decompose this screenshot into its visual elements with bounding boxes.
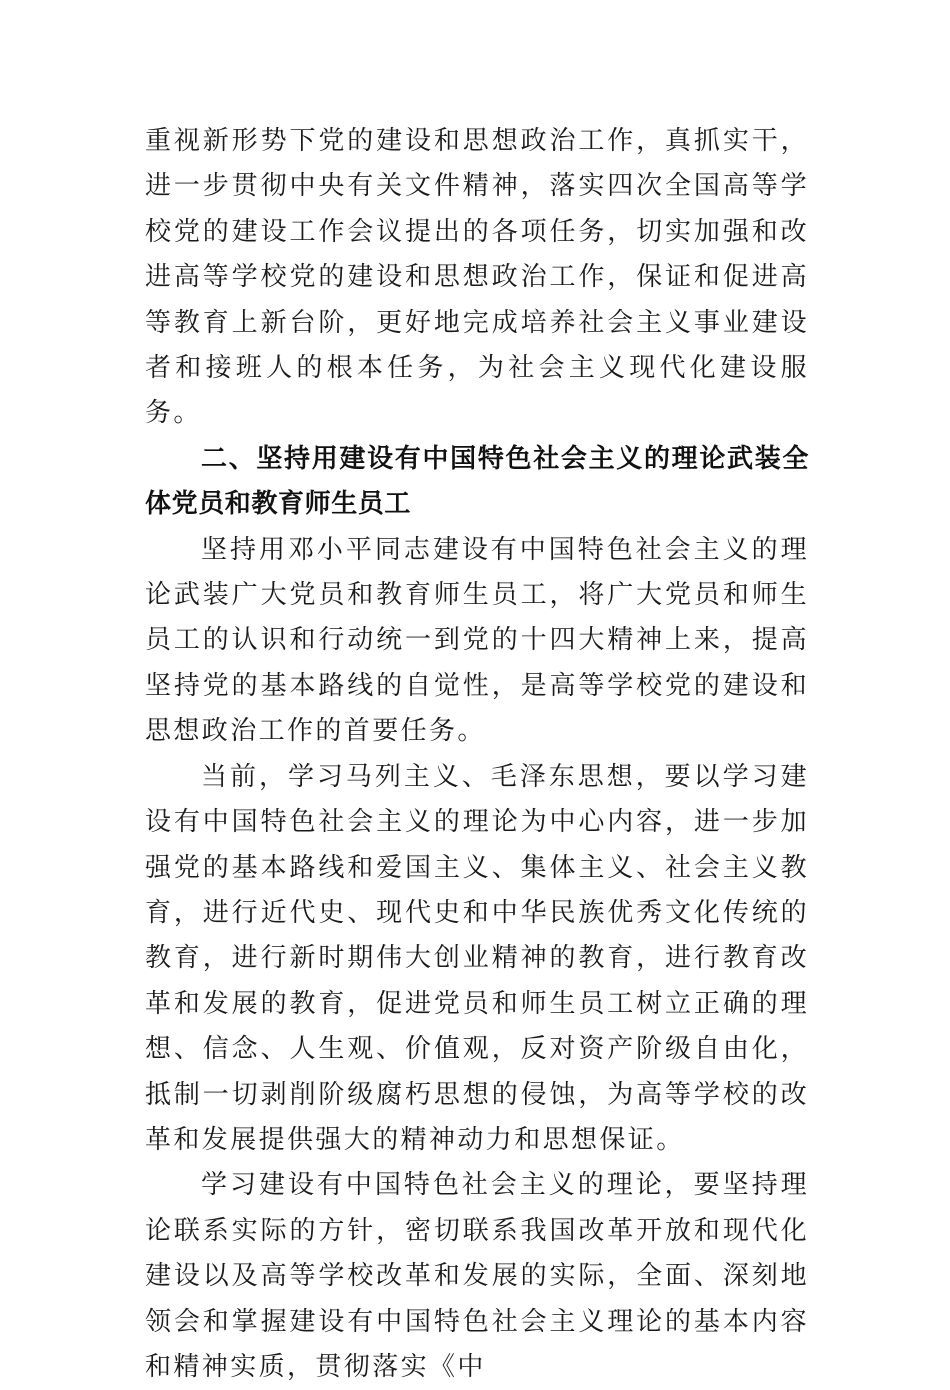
body-paragraph: 坚持用邓小平同志建设有中国特色社会主义的理论武装广大党员和教育师生员工，将广大党员和师生员工的认识和行动统一到党的十四大精神上来，提高坚持党的基本路线的自觉性，是高等学校党的建设和思想政治工作的首要任务。 [145,534,809,747]
body-paragraph: 学习建设有中国特色社会主义的理论，要坚持理论联系实际的方针，密切联系我国改革开放和现代化建设以及高等学校改革和发展的实际，全面、深刻地领会和掌握建设有中国特色社会主义理论的基本内容和精神实质，贯彻落实《中 [145,1170,809,1382]
section-heading: 二、坚持用建设有中国特色社会主义的理论武装全体党员和教育师生员工 [145,443,809,520]
document-body [145,119,809,1390]
body-paragraph: 当前，学习马列主义、毛泽东思想，要以学习建设有中国特色社会主义的理论为中心内容，进一步加强党的基本路线和爱国主义、集体主义、社会主义教育，进行近代史、现代史和中华民族优秀文化传统的教育，进行新时期伟大创业精神的教育，进行教育改革和发展的教育，促进党员和师生员工树立正确的理想、信念、人生观、价值观，反对资产阶级自由化，抵制一切剥削阶级腐朽思想的侵蚀，为高等学校的改革和发展提供强大的精神动力和思想保证。 [145,761,809,1155]
body-paragraph: 重视新形势下党的建设和思想政治工作，真抓实干，进一步贯彻中央有关文件精神，落实四次全国高等学校党的建设工作会议提出的各项任务，切实加强和改进高等学校党的建设和思想政治工作，保证和促进高等教育上新台阶，更好地完成培养社会主义事业建设者和接班人的根本任务，为社会主义现代化建设服务。 [145,126,809,429]
